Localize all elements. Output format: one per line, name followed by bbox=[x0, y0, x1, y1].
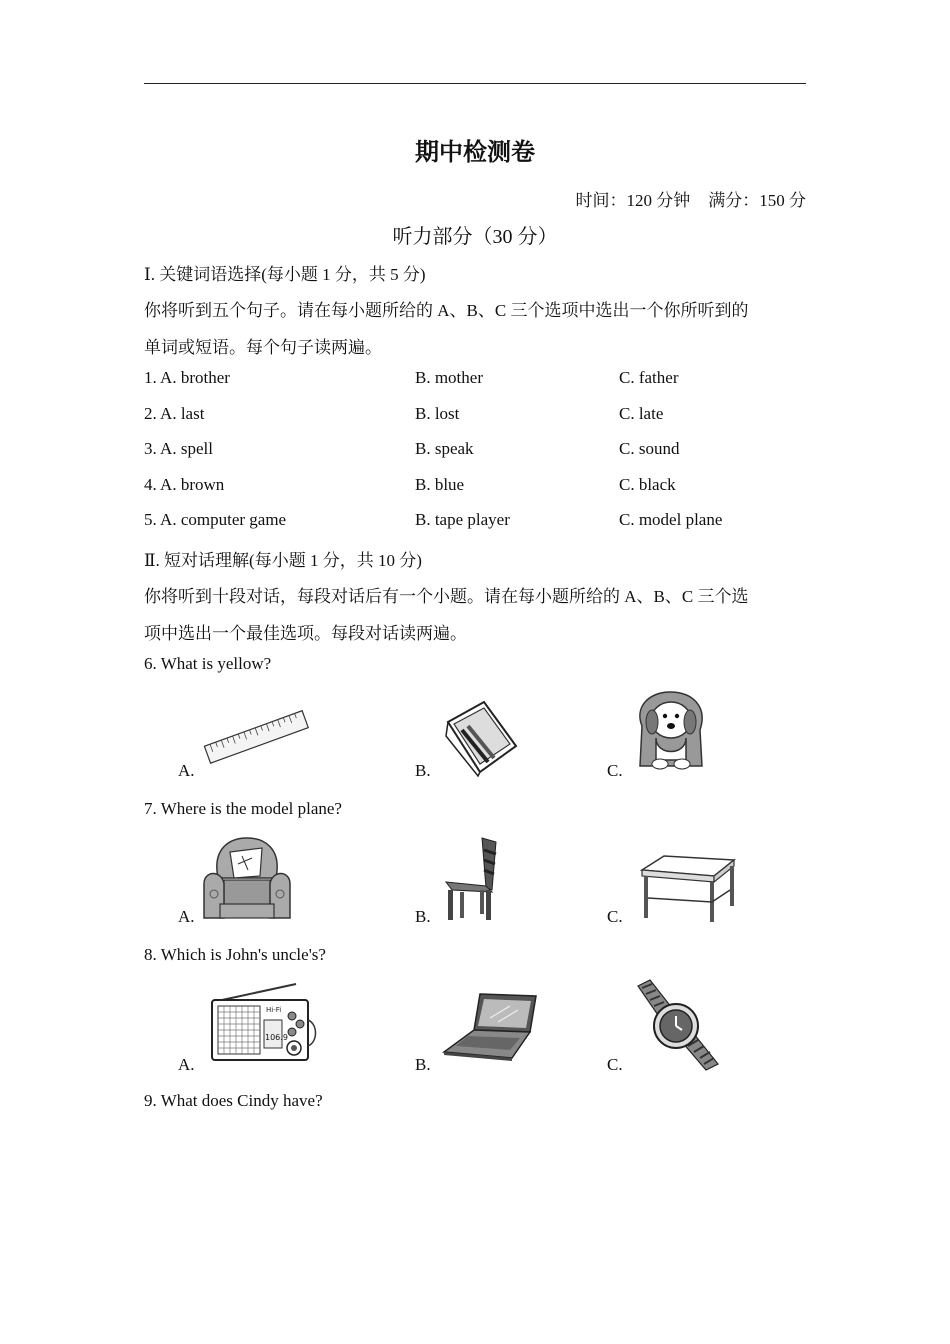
question-8: 8. Which is John's uncle's? bbox=[144, 945, 326, 964]
option-label-a: A. bbox=[178, 1055, 195, 1074]
section2-heading: Ⅱ. 短对话理解(每小题 1 分，共 10 分) bbox=[144, 551, 422, 570]
score-info: 满分：150 分 bbox=[708, 191, 806, 210]
exam-meta bbox=[576, 186, 807, 211]
option-b: B. blue bbox=[415, 475, 465, 494]
option-c: C. model plane bbox=[619, 510, 723, 529]
laptop-icon bbox=[440, 990, 540, 1062]
toy-dog-icon bbox=[630, 686, 712, 778]
option-b: B. mother bbox=[415, 368, 483, 387]
option-label-b: B. bbox=[415, 907, 431, 926]
option-a: 4. A. brown bbox=[144, 475, 225, 494]
part-title: 听力部分（30 分） bbox=[392, 226, 558, 248]
option-label-a: A. bbox=[178, 761, 195, 780]
option-b: B. speak bbox=[415, 439, 474, 458]
option-label-b: B. bbox=[415, 761, 431, 780]
header-rule bbox=[144, 83, 806, 84]
time-info: 时间：120 分钟 bbox=[575, 191, 691, 210]
option-a: 3. A. spell bbox=[144, 439, 213, 458]
table-icon bbox=[638, 852, 738, 924]
question-6: 6. What is yellow? bbox=[144, 654, 272, 673]
option-label-a: A. bbox=[178, 907, 195, 926]
section1-instruction: 你将听到五个句子。请在每小题所给的 A、B、C 三个选项中选出一个你所听到的 bbox=[144, 301, 749, 320]
option-b: B. tape player bbox=[415, 510, 510, 529]
section1-heading: Ⅰ. 关键词语选择(每小题 1 分，共 5 分) bbox=[144, 265, 426, 284]
option-a: 1. A. brother bbox=[144, 368, 230, 387]
option-a: 2. A. last bbox=[144, 404, 205, 423]
armchair-icon bbox=[200, 834, 294, 924]
chair-icon bbox=[440, 834, 504, 924]
option-c: C. father bbox=[619, 368, 679, 387]
pencil-case-icon bbox=[444, 696, 520, 778]
option-c: C. late bbox=[619, 404, 664, 423]
page-title: 期中检测卷 bbox=[415, 137, 535, 166]
section2-instruction-2: 项中选出一个最佳选项。每段对话读两遍。 bbox=[144, 624, 467, 643]
radio-icon bbox=[208, 980, 320, 1066]
option-c: C. black bbox=[619, 475, 676, 494]
option-label-b: B. bbox=[415, 1055, 431, 1074]
option-b: B. lost bbox=[415, 404, 460, 423]
option-label-c: C. bbox=[607, 1055, 623, 1074]
option-a: 5. A. computer game bbox=[144, 510, 287, 529]
option-c: C. sound bbox=[619, 439, 680, 458]
section2-instruction: 你将听到十段对话，每段对话后有一个小题。请在每小题所给的 A、B、C 三个选 bbox=[144, 587, 749, 606]
radio-frequency-text: 106.9 bbox=[265, 1033, 288, 1042]
watch-icon bbox=[632, 978, 722, 1072]
option-label-c: C. bbox=[607, 907, 623, 926]
question-9: 9. What does Cindy have? bbox=[144, 1091, 323, 1110]
section1-instruction-2: 单词或短语。每个句子读两遍。 bbox=[144, 338, 382, 357]
ruler-icon bbox=[200, 706, 312, 766]
option-label-c: C. bbox=[607, 761, 623, 780]
radio-brand-text: Hi-Fi bbox=[266, 1006, 282, 1014]
question-7: 7. Where is the model plane? bbox=[144, 799, 342, 818]
